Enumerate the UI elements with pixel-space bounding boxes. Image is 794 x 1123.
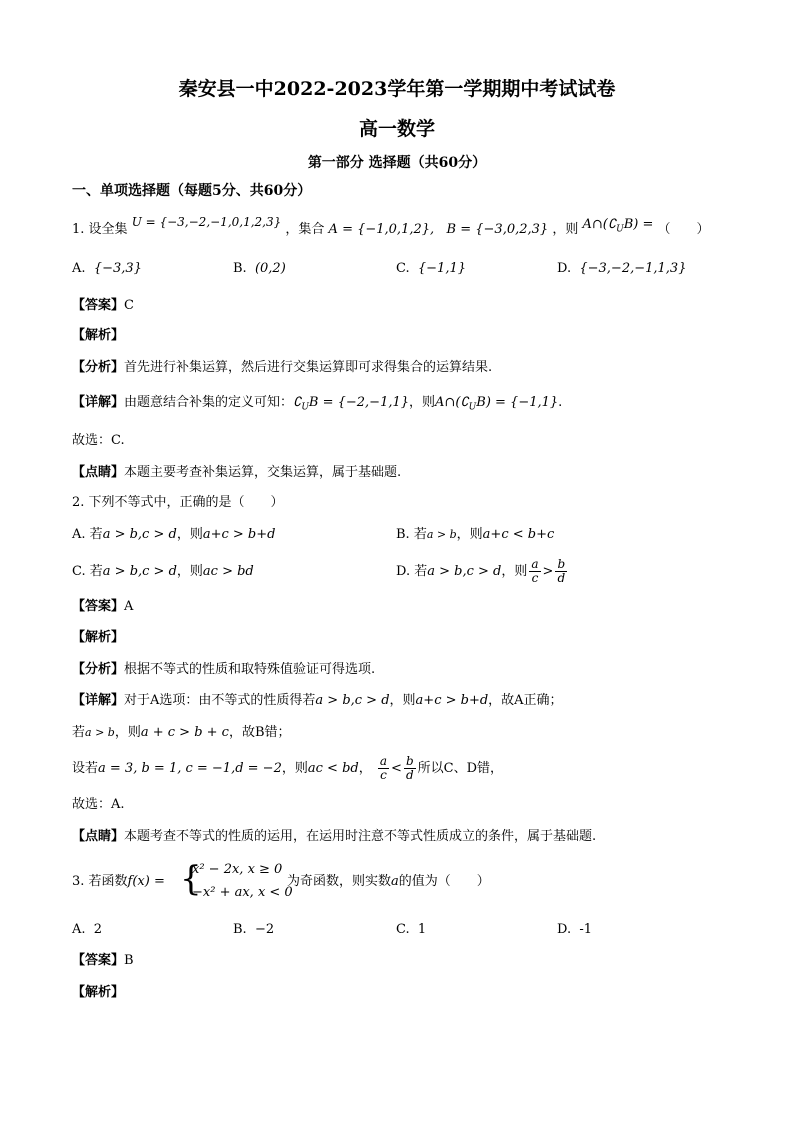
q2-analysis-tag: 【解析】 [72,630,125,645]
xiangjie-result1: B = {−2,−1,1} [308,395,410,410]
answer-tag: 【答案】 [72,953,125,968]
xiangjie-expr-sub: U [468,402,477,413]
xiangjie-text: 对于A选项：由不等式的性质得若 [124,693,316,708]
answer-value: C [124,298,134,313]
dianjing-text: 本题主要考查补集运算，交集运算，属于基础题. [124,465,402,480]
q1-option-a [72,260,142,278]
q3-end: 的值为（ ） [398,874,490,889]
q1-expression [582,217,654,235]
denominator: d [557,571,566,585]
option-label: A. [72,261,86,276]
denominator: c [531,571,539,585]
xiangjie-then: ，则 [409,395,436,410]
option-math: a > b [426,528,457,541]
q1-option-d [557,260,686,278]
option-text: ，则 [176,564,203,579]
numerator: b [405,754,414,768]
q2-option-b [396,526,554,544]
q1-answer [72,297,134,315]
piecewise-brace: { [180,859,202,899]
option-text: ，则 [456,527,483,542]
xiangjie-complement-sub: U [301,402,309,413]
q1-expr-main: A∩(∁ [582,217,617,232]
xiangjie-text: 由题意结合补集的定义可知： [124,395,294,410]
q1-option-c [396,260,466,278]
numerator: a [531,557,539,571]
option-math: a > b,c > d [102,527,177,542]
fenxi-tag: 【分析】 [72,360,125,375]
answer-value: B [124,953,134,968]
numerator: b [557,557,566,571]
fenxi-text: 首先进行补集运算，然后进行交集运算即可求得集合的运算结果. [124,360,493,375]
xiangjie-tag: 【详解】 [72,395,125,410]
q3-prefix: 3. 若函数 [72,874,128,889]
option-math: a+c < b+c [482,527,555,542]
xiangjie-text: ，故A正确； [488,693,563,708]
part-heading: 第一部分 选择题（共60分） [307,155,487,171]
q1-mid1: ，集合 [285,222,325,237]
option-value: {−3,3} [93,261,142,276]
xiangjie-text: 设若 [72,761,99,776]
option-math: a+c > b+d [202,527,276,542]
xiangjie-tag: 【详解】 [72,693,125,708]
operator: > [542,564,554,579]
q3-piece-2: −x² + ax, x < 0 [192,885,293,900]
q1-choose: 故选：C. [72,433,125,448]
xiangjie-math: a + c > b + c [140,725,229,740]
option-value: {−3,−2,−1,1,3} [579,261,687,276]
q2-option-d [396,553,569,591]
option-value: (0,2) [254,261,286,276]
option-text: ，则 [501,564,528,579]
q3-stem-prefix [72,873,165,891]
q1-expr-sub: U [616,224,624,235]
xiangjie-math: a+c > b+d [415,693,489,708]
xiangjie-math: a > b [85,726,115,739]
option-value: −2 [254,922,275,937]
exam-title: 秦安县一中2022-2023学年第一学期期中考试试卷 [178,78,616,100]
option-label: B. [233,261,247,276]
q1-stem-prefix: 1. 设全集 [72,222,128,237]
subject-title: 高一数学 [358,118,435,140]
q2-dianjing [72,828,596,846]
option-text: ，则 [176,527,203,542]
q3-answer [72,952,134,970]
option-label: D. [557,261,572,276]
xiangjie-text: ，故B错； [228,725,291,740]
answer-tag: 【答案】 [72,298,125,313]
option-value: 1 [417,922,427,937]
q2-option-a [72,526,275,544]
q2-option-c [72,563,254,581]
answer-tag: 【答案】 [72,599,125,614]
option-label: C. [396,922,410,937]
q1-fenxi [72,359,492,377]
xiangjie-text: 所以C、D错， [417,761,503,776]
q1-analysis-tag: 【解析】 [72,328,125,343]
xiangjie-math: a = 3, b = 1, c = −1,d = −2 [98,761,282,776]
xiangjie-math: a > b,c > d [315,693,390,708]
q1-stem [72,215,710,244]
xiangjie-text: 若 [72,725,86,740]
fraction [378,755,389,782]
xiangjie-text: ，则 [281,761,308,776]
q2-choose: 故选：A. [72,797,125,812]
q2-answer [72,598,133,616]
xiangjie-math: ac < bd [307,761,359,776]
q2-xiangjie-2 [72,724,291,742]
fraction [555,558,567,585]
option-label: D. [557,922,572,937]
q1-universal-set: U = {−3,−2,−1,0,1,2,3} [131,215,282,229]
q1-option-b [233,260,286,278]
option-value: 2 [93,922,103,937]
dianjing-text: 本题考查不等式的性质的运用，在运用时注意不等式性质成立的条件，属于基础题. [124,829,597,844]
q3-option-c [396,921,426,939]
option-label: D. [396,564,411,579]
q1-xiangjie [72,394,562,417]
option-text: 若 [89,527,103,542]
option-text: 若 [89,564,103,579]
q3-piece-1: x² − 2x, x ≥ 0 [192,862,283,877]
option-value: {−1,1} [417,261,466,276]
option-text: 若 [414,564,428,579]
q1-expr-end: B) = [623,217,654,232]
q1-paren: （ ） [657,222,710,237]
option-label: B. [233,922,247,937]
q3-suffix: 为奇函数，则实数 [287,874,392,889]
dianjing-tag: 【点睛】 [72,829,125,844]
q3-option-d [557,921,592,939]
option-label: B. [396,527,410,542]
q2-xiangjie-3 [72,750,503,788]
xiangjie-text: ，则 [389,693,416,708]
fraction [529,558,540,585]
xiangjie-complement: ∁ [293,395,302,410]
q2-stem: 2. 下列不等式中，正确的是（ ） [72,495,284,510]
option-label: C. [396,261,410,276]
option-math: a > b,c > d [102,564,177,579]
option-text: 若 [413,527,427,542]
option-math: a > b,c > d [427,564,502,579]
q3-option-a [72,921,102,939]
xiangjie-expr: A∩(∁ [435,395,469,410]
q1-dianjing [72,464,401,482]
dianjing-tag: 【点睛】 [72,465,125,480]
q3-option-b [233,921,274,939]
section-heading: 一、单项选择题（每题5分、共60分） [72,183,312,199]
fenxi-text: 根据不等式的性质和取特殊值验证可得选项. [124,662,376,677]
xiangjie-text: ， [358,761,372,776]
q3-analysis-tag: 【解析】 [72,985,125,1000]
option-label: A. [72,922,86,937]
denominator: c [380,768,387,782]
numerator: a [379,754,388,768]
q2-fenxi [72,661,375,679]
q3-function-name: f(x) = [127,874,165,889]
option-math: ac > bd [202,564,254,579]
option-value: -1 [579,922,593,937]
q1-set-a: A = {−1,0,1,2}, [328,222,435,237]
fenxi-tag: 【分析】 [72,662,125,677]
xiangjie-result2: B) = {−1,1} [476,395,559,410]
operator: < [391,761,402,776]
option-label: C. [72,564,86,579]
xiangjie-text: ，则 [114,725,141,740]
q3-stem-suffix [287,873,490,891]
answer-value: A [124,599,134,614]
xiangjie-end: . [558,395,563,410]
option-label: A. [72,527,86,542]
q1-mid2: ，则 [552,222,579,237]
q2-xiangjie-1 [72,692,563,710]
denominator: d [405,768,414,782]
fraction [404,755,416,782]
q3-variable: a [391,874,399,889]
q1-set-b: B = {−3,0,2,3} [446,222,549,237]
